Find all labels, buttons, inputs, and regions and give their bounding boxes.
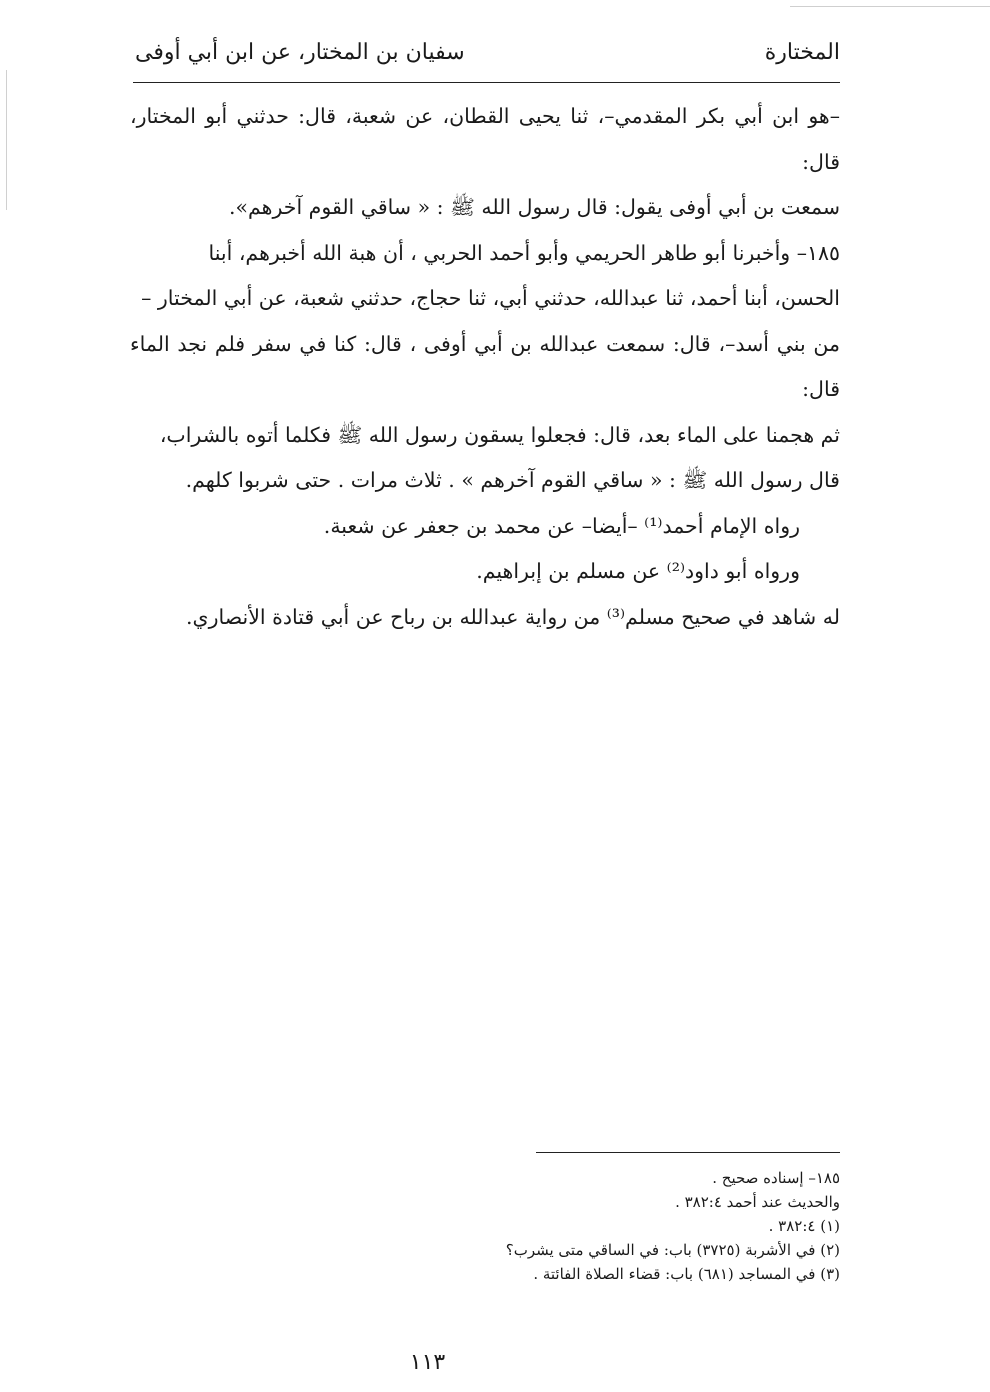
running-header bbox=[135, 34, 840, 78]
narration-ahmad: رواه الإمام أحمد⁽¹⁾ –أيضا– عن محمد بن جعفر عن شعبة. bbox=[323, 513, 800, 538]
witness-muslim: له شاهد في صحيح مسلم⁽³⁾ من رواية عبدالله بن رباح عن أبي قتادة الأنصاري. bbox=[186, 604, 840, 629]
page-number: ١١٣ bbox=[409, 1350, 446, 1375]
book-title: المختارة bbox=[764, 40, 840, 65]
narration-abu-dawud: ورواه أبو داود⁽²⁾ عن مسلم بن إبراهيم. bbox=[476, 559, 800, 583]
chapter-title: سفيان بن المختار، عن ابن أبي أوفى bbox=[135, 40, 465, 65]
page-left-edge bbox=[6, 70, 7, 210]
page-top-edge bbox=[790, 6, 990, 7]
footnotes bbox=[380, 1166, 840, 1286]
footnote-3: (٣) في المساجد (٦٨١) باب: قضاء الصلاة الفائتة . bbox=[533, 1265, 840, 1283]
footnote-2: (٢) في الأشربة (٣٧٢٥) باب: في الساقي متى يشرب؟ bbox=[505, 1241, 840, 1259]
text-line: من بني أسد–، قال: سمعت عبدالله بن أبي أوفى ، قال: كنا في سفر فلم نجد الماء قال: bbox=[130, 331, 840, 401]
main-text bbox=[130, 94, 840, 640]
header-rule bbox=[133, 82, 840, 83]
hadith-185-start: ١٨٥– وأخبرنا أبو طاهر الحريمي وأبو أحمد الحربي ، أن هبة الله أخبرهم، أبنا bbox=[208, 240, 840, 265]
footnote-line: ١٨٥– إسناده صحيح . bbox=[712, 1169, 840, 1187]
text-line: قال رسول الله ﷺ : « ساقي القوم آخرهم » . ثلاث مرات . حتى شربوا كلهم. bbox=[185, 468, 840, 492]
text-line: سمعت بن أبي أوفى يقول: قال رسول الله ﷺ : « ساقي القوم آخرهم». bbox=[228, 195, 840, 219]
footnote-1: (١) ٣٨٢:٤ . bbox=[768, 1217, 840, 1235]
text-line: –هو ابن أبي بكر المقدمي–، ثنا يحيى القطان، عن شعبة، قال: حدثني أبو المختار، قال: bbox=[130, 104, 840, 174]
text-line: ثم هجمنا على الماء بعد، قال: فجعلوا يسقون رسول الله ﷺ فكلما أتوه بالشراب، bbox=[159, 422, 840, 447]
footnote-rule bbox=[536, 1152, 840, 1153]
text-line: الحسن، أبنا أحمد، ثنا عبدالله، حدثني أبي، ثنا حجاج، حدثني شعبة، عن أبي المختار – bbox=[141, 286, 840, 310]
footnote-line: والحديث عند أحمد ٣٨٢:٤ . bbox=[675, 1193, 840, 1211]
